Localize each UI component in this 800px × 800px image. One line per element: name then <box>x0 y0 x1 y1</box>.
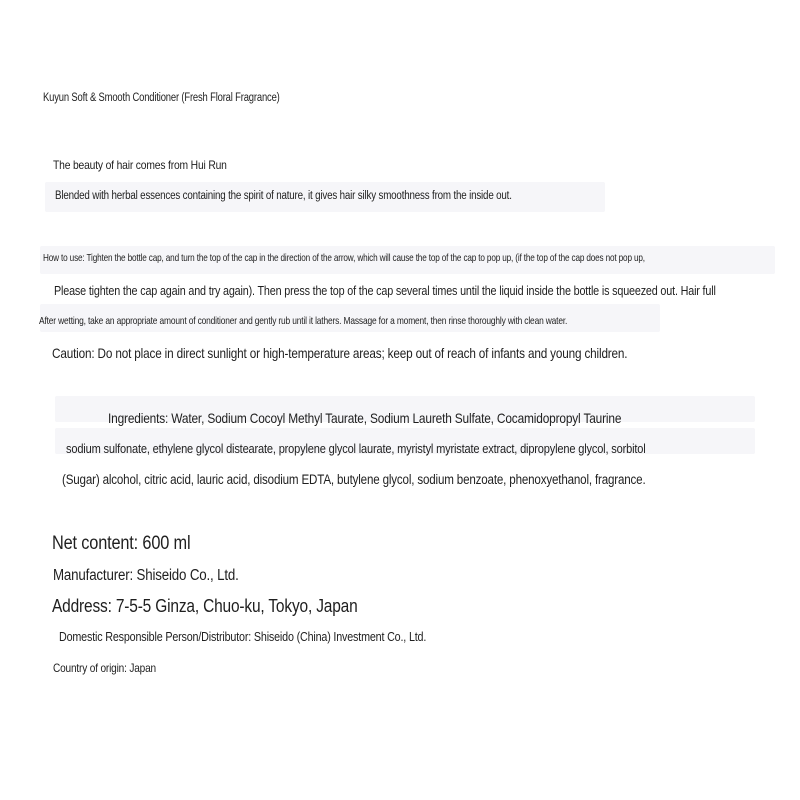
usage-line-3: After wetting, take an appropriate amount of conditioner and gently rub until it lathers. Massage for a moment, then rinse thoroughly with clean water. <box>39 315 568 327</box>
address: Address: 7-5-5 Ginza, Chuo-ku, Tokyo, Japan <box>52 596 358 616</box>
manufacturer: Manufacturer: Shiseido Co., Ltd. <box>53 567 239 584</box>
product-title: Kuyun Soft & Smooth Conditioner (Fresh Floral Fragrance) <box>43 92 280 104</box>
distributor: Domestic Responsible Person/Distributor: Shiseido (China) Investment Co., Ltd. <box>59 630 427 644</box>
caution-text: Caution: Do not place in direct sunlight or high-temperature areas; keep out of reach of infants and young children. <box>52 345 628 361</box>
country-of-origin: Country of origin: Japan <box>53 661 156 675</box>
intro-headline: The beauty of hair comes from Hui Run <box>53 158 227 172</box>
ingredients-line-2: sodium sulfonate, ethylene glycol distearate, propylene glycol laurate, myristyl myristate extract, dipropylene glycol, sorbitol <box>66 441 646 456</box>
usage-line-1: How to use: Tighten the bottle cap, and turn the top of the cap in the direction of the arrow, which will cause the top of the cap to pop up, (if the top of the cap does not pop up, <box>43 252 645 264</box>
net-content: Net content: 600 ml <box>52 533 191 554</box>
ingredients-line-1: Ingredients: Water, Sodium Cocoyl Methyl Taurate, Sodium Laureth Sulfate, Cocamidopropyl Taurine <box>108 410 622 426</box>
intro-description: Blended with herbal essences containing the spirit of nature, it gives hair silky smoothness from the inside out. <box>55 190 512 202</box>
ingredients-line-3: (Sugar) alcohol, citric acid, lauric acid, disodium EDTA, butylene glycol, sodium benzoate, phenoxyethanol, fragrance. <box>62 472 646 487</box>
usage-line-2: Please tighten the cap again and try again). Then press the top of the cap several times until the liquid inside the bottle is squeezed out. Hair full <box>54 283 716 298</box>
